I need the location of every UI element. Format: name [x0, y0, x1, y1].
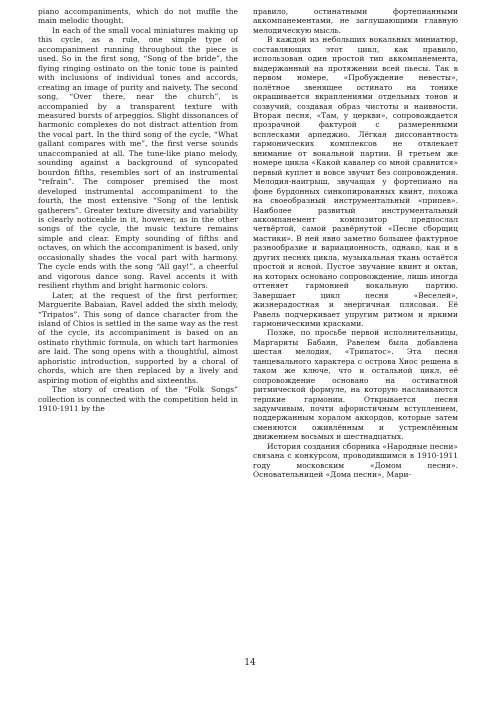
russian-text-column — [253, 7, 458, 480]
paragraph: piano accompaniments, which do not muffle the main melodic thought. — [38, 7, 238, 26]
paragraph: Позже, по просьбе первой исполнительницы, Маргариты Бабаян, Равелем была добавлена шестая мелодия, «Трипатос». Эта песня танцевального характера с острова Хиос решена в таком же ключе, что и остальной цикл, её сопровождение основано на остинатной ритмической формуле, на которую наслаиваются терпкие гармонии. Открывается песня задумчивым, почти афористичным вступлением, поддержанным хоралом аккордов, которые затем сменяются оживлённым и устремлённым движением восьмых и шестнадцатых. — [253, 328, 458, 442]
paragraph: In each of the small vocal miniatures making up this cycle, as a rule, one simple type of accompaniment running throughout the piece is used. So in the first song, “Song of the bride”, the flying ringing ostinato on the tonic tone is painted with inclusions of individual tones and accords, creating an image of purity and naivety. The second song, “Over there, near the church”, is accompanied by a transparent texture with measured bursts of arpeggios. Slight dissonances of harmonic complexes do not distract attention from the vocal part. In the third song of the cycle, “What gallant compares with me”, the first verse sounds unaccompanied at all. The tune-like piano melody, sounding against a background of syncopated bourdon fifths, resembles sort of an instrumental “refrain”. The composer premised the most developed instrumental accompaniment to the fourth, the most extensive “Song of the lentisk gatherers”. Greater texture diversity and variability is clearly noticeable in it, however, as in the other songs of the cycle, the music texture remains simple and clear. Empty sounding of fifths and octaves, on which the accompaniment is based, only occasionally shades the vocal part with harmony. The cycle ends with the song “All gay!”, a cheerful and vigorous dance song. Ravel accents it with resilient rhythm and bright harmonic colors. — [38, 25, 238, 291]
paragraph: The story of creation of the “Folk Songs” collection is connected with the competition held in 1910-1911 by the — [38, 385, 238, 414]
paragraph: Later, at the request of the first performer, Marguerite Babaian, Ravel added the sixth melody, “Tripatos”. This song of dance character from the island of Chios is settled in the same way as the rest of the cycle, its accompaniment is based on an ostinato rhythmic formula, on which tart harmonies are laid. The song opens with a thoughtful, almost aphoristic introduction, supported by a choral of chords, which are then replaced by a lively and aspiring motion of eighths and sixteenths. — [38, 290, 238, 385]
page-number: 14 — [244, 658, 256, 668]
paragraph: правило, остинатными фортепианными аккомпанементами, не заглушающими главную мелодическую мысль. — [253, 7, 458, 35]
paragraph: История создания сборника «Народные песни» связана с конкурсом, проводившимся в 1910-1911 году московским «Домом песни». Основательницей «Дома песни», Мари- — [253, 441, 458, 480]
english-text-column — [38, 7, 238, 413]
paragraph: В каждой из небольших вокальных миниатюр, составляющих этот цикл, как правило, использован один простой тип аккомпанемента, выдержанный на протяжении всей пьесы. Так в первом номере, «Пробуждение невесты», полётное звенящее остинато на тонике окрашивается вкраплениями отдельных тонов и созвучий, создавая образ чистоты и наивности. Вторая песня, «Там, у церкви», сопровождается прозрачной фактурой с размеренными всплесками арпеджио. Лёгкая диссонантность гармонических комплексов не отвлекает внимание от вокальной партии. В третьем же номере цикла «Какой кавалер со мной сравнится» первый куплет и вовсе звучит без сопровождения. Мелодия-наигрыш, звучащая у фортепиано на фоне бурдонных синкопированных квинт, похожа на своеобразный инструментальный «припев». Наиболее развитый инструментальный аккомпанемент композитор предпослал четвёртой, самой развёрнутой «Песне сборщиц мастики». В ней явно заметно большее фактурное разнообразие и вариационность, однако, как и в других песнях цикла, музыкальная ткань остаётся простой и ясной. Пустое звучание квинт и октав, на которых основано сопровождение, лишь иногда оттеняет гармонией вокальную партию. Завершает цикл песня «Веселей», жизнерадостная и энергичная плясовая. Её Равель подчеркивает упругим ритмом и яркими гармоническими красками. — [253, 35, 458, 328]
